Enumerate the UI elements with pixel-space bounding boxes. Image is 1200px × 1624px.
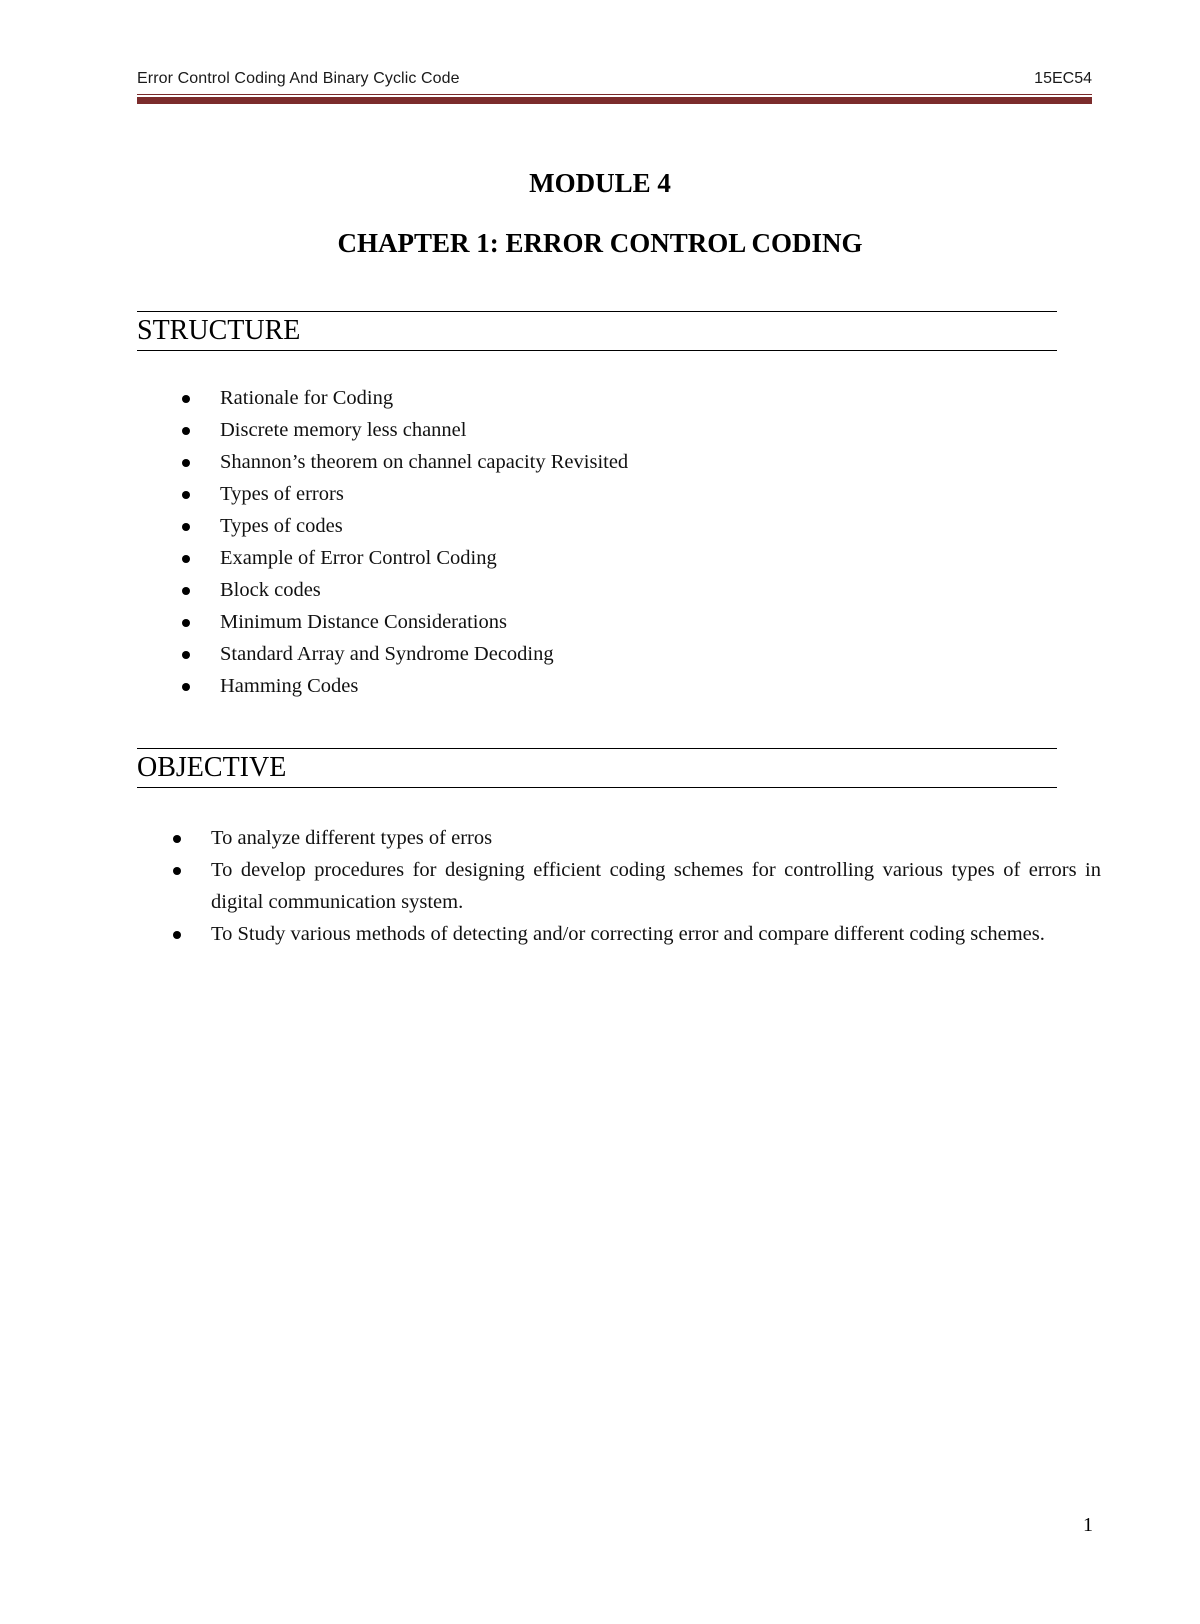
objective-section bbox=[137, 748, 1057, 788]
header-rule-thin bbox=[137, 94, 1092, 95]
list-item-text: Discrete memory less channel bbox=[220, 419, 467, 441]
section-rule-bottom bbox=[137, 787, 1057, 788]
list-item bbox=[220, 670, 628, 702]
bullet-icon bbox=[182, 459, 190, 467]
list-item bbox=[220, 606, 628, 638]
module-title: MODULE 4 bbox=[529, 168, 671, 198]
bullet-icon bbox=[182, 427, 190, 435]
list-item-text: Example of Error Control Coding bbox=[220, 547, 497, 569]
list-item-text: Minimum Distance Considerations bbox=[220, 611, 507, 633]
bullet-icon bbox=[182, 683, 190, 691]
bullet-icon bbox=[182, 491, 190, 499]
objective-heading: OBJECTIVE bbox=[137, 752, 287, 783]
list-item-text: To develop procedures for designing efficient coding schemes for controlling various types of errors in digital communication system. bbox=[211, 859, 1101, 913]
list-item bbox=[220, 446, 628, 478]
list-item bbox=[220, 510, 628, 542]
bullet-icon bbox=[182, 651, 190, 659]
bullet-icon bbox=[173, 931, 181, 939]
bullet-icon bbox=[182, 619, 190, 627]
section-rule-bottom bbox=[137, 350, 1057, 351]
structure-section bbox=[137, 311, 1057, 351]
running-header bbox=[137, 70, 1092, 94]
list-item bbox=[220, 542, 628, 574]
header-rule bbox=[137, 94, 1092, 104]
header-title: Error Control Coding And Binary Cyclic Code bbox=[137, 70, 460, 87]
list-item bbox=[220, 382, 628, 414]
list-item bbox=[220, 638, 628, 670]
bullet-icon bbox=[182, 395, 190, 403]
header-course-code: 15EC54 bbox=[1034, 70, 1092, 87]
list-item-text: Types of errors bbox=[220, 483, 344, 505]
list-item-text: To analyze different types of erros bbox=[211, 827, 493, 849]
list-item-text: Shannon’s theorem on channel capacity Revisited bbox=[220, 451, 629, 473]
list-item-text: To Study various methods of detecting and/or correcting error and compare different coding schemes. bbox=[211, 923, 1045, 945]
bullet-icon bbox=[173, 835, 181, 843]
chapter-title: CHAPTER 1: ERROR CONTROL CODING bbox=[337, 228, 863, 258]
list-item-text: Rationale for Coding bbox=[220, 387, 394, 409]
bullet-icon bbox=[182, 523, 190, 531]
list-item bbox=[220, 414, 628, 446]
list-item bbox=[220, 478, 628, 510]
bullet-icon bbox=[173, 867, 181, 875]
list-item-text: Standard Array and Syndrome Decoding bbox=[220, 643, 554, 665]
list-item bbox=[220, 574, 628, 606]
list-item bbox=[211, 854, 1101, 918]
list-item-text: Block codes bbox=[220, 579, 321, 601]
objective-list bbox=[211, 822, 1101, 950]
structure-list bbox=[220, 382, 628, 702]
bullet-icon bbox=[182, 555, 190, 563]
page-number: 1 bbox=[1083, 1514, 1093, 1536]
header-rule-thick bbox=[137, 97, 1092, 104]
list-item-text: Types of codes bbox=[220, 515, 343, 537]
structure-heading: STRUCTURE bbox=[137, 315, 301, 346]
bullet-icon bbox=[182, 587, 190, 595]
list-item bbox=[211, 822, 1101, 854]
list-item bbox=[211, 918, 1101, 950]
list-item-text: Hamming Codes bbox=[220, 675, 359, 697]
